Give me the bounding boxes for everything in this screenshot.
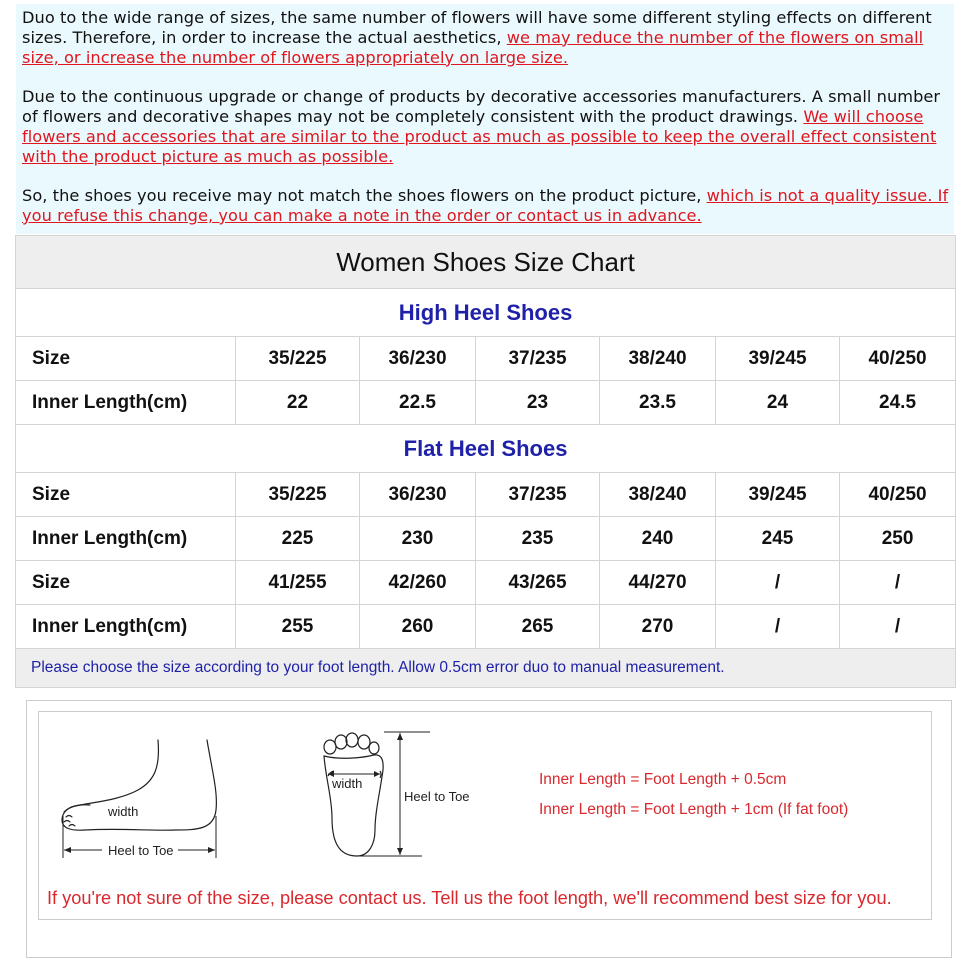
table-cell: 24 — [716, 381, 840, 425]
table-cell: / — [840, 605, 956, 649]
table-cell: 22 — [236, 381, 360, 425]
notice-text: So, the shoes you receive may not match the shoes flowers on the product picture, — [22, 186, 707, 206]
table-cell: 36/230 — [360, 473, 476, 517]
high-heel-heading: High Heel Shoes — [16, 289, 956, 337]
table-cell: 41/255 — [236, 561, 360, 605]
table-cell: 265 — [476, 605, 600, 649]
table-row — [16, 517, 956, 561]
row-label: Size — [16, 561, 236, 605]
table-cell: 235 — [476, 517, 600, 561]
notice-text: Due to the continuous upgrade or change of products by decorative accessories manufacturers. A small number of flowers and decorative shapes may not be completely consistent with the product drawings. — [22, 87, 941, 126]
table-cell: 44/270 — [600, 561, 716, 605]
table-cell: 23 — [476, 381, 600, 425]
table-cell: 38/240 — [600, 337, 716, 381]
table-cell: 37/235 — [476, 473, 600, 517]
width-label: width — [108, 804, 139, 819]
notice-panel — [16, 4, 954, 234]
foot-top-view-illustration — [310, 726, 490, 866]
table-cell: 36/230 — [360, 337, 476, 381]
width-label: width — [332, 776, 363, 791]
table-cell: 37/235 — [476, 337, 600, 381]
table-cell: / — [716, 605, 840, 649]
size-chart-title: Women Shoes Size Chart — [16, 236, 956, 289]
table-cell: 39/245 — [716, 473, 840, 517]
row-label: Inner Length(cm) — [16, 605, 236, 649]
row-label: Size — [16, 337, 236, 381]
table-cell: 260 — [360, 605, 476, 649]
heel-to-toe-label: Heel to Toe — [404, 789, 470, 804]
size-chart-table — [15, 235, 956, 688]
table-cell: 23.5 — [600, 381, 716, 425]
foot-side-view-illustration — [50, 730, 230, 865]
table-cell: 255 — [236, 605, 360, 649]
table-cell: 35/225 — [236, 473, 360, 517]
notice-paragraph-1 — [22, 8, 954, 67]
table-cell: 38/240 — [600, 473, 716, 517]
table-row — [16, 337, 956, 381]
row-label: Inner Length(cm) — [16, 381, 236, 425]
flat-heel-heading: Flat Heel Shoes — [16, 425, 956, 473]
table-cell: 240 — [600, 517, 716, 561]
formula-standard: Inner Length = Foot Length + 0.5cm — [539, 771, 787, 788]
formula-fat-foot: Inner Length = Foot Length + 1cm (If fat foot) — [539, 801, 849, 818]
table-cell: / — [716, 561, 840, 605]
table-cell: 40/250 — [840, 337, 956, 381]
table-cell: 250 — [840, 517, 956, 561]
table-cell: 270 — [600, 605, 716, 649]
row-label: Size — [16, 473, 236, 517]
table-row — [16, 561, 956, 605]
table-cell: 22.5 — [360, 381, 476, 425]
heel-to-toe-label: Heel to Toe — [108, 843, 174, 858]
notice-text: Duo to the wide range of sizes, the same number of flowers will have some different styling effects on different sizes. Therefore, in order to increase the actual aesthetics, — [22, 8, 932, 47]
row-label: Inner Length(cm) — [16, 517, 236, 561]
notice-paragraph-2 — [22, 87, 954, 166]
table-cell: 43/265 — [476, 561, 600, 605]
contact-note: If you're not sure of the size, please contact us. Tell us the foot length, we'll recommend best size for you. — [47, 888, 892, 908]
table-row — [16, 473, 956, 517]
notice-highlight: we may reduce the number of the flowers on small size, or increase the number of flowers appropriately on large size. — [22, 27, 924, 67]
table-cell: 35/225 — [236, 337, 360, 381]
table-cell: 225 — [236, 517, 360, 561]
table-cell: / — [840, 561, 956, 605]
table-cell: 40/250 — [840, 473, 956, 517]
table-cell: 24.5 — [840, 381, 956, 425]
table-cell: 245 — [716, 517, 840, 561]
notice-highlight: We will choose flowers and accessories that are similar to the product as much as possible to keep the overall effect consistent with the product picture as much as possible. — [22, 106, 937, 166]
table-cell: 230 — [360, 517, 476, 561]
notice-highlight: which is not a quality issue. If you refuse this change, you can make a note in the order or contact us in advance. — [22, 186, 949, 225]
table-row — [16, 381, 956, 425]
measurement-note: Please choose the size according to your foot length. Allow 0.5cm error duo to manual measurement. — [16, 649, 956, 688]
notice-paragraph-3 — [22, 186, 954, 226]
table-cell: 42/260 — [360, 561, 476, 605]
table-row — [16, 605, 956, 649]
table-cell: 39/245 — [716, 337, 840, 381]
